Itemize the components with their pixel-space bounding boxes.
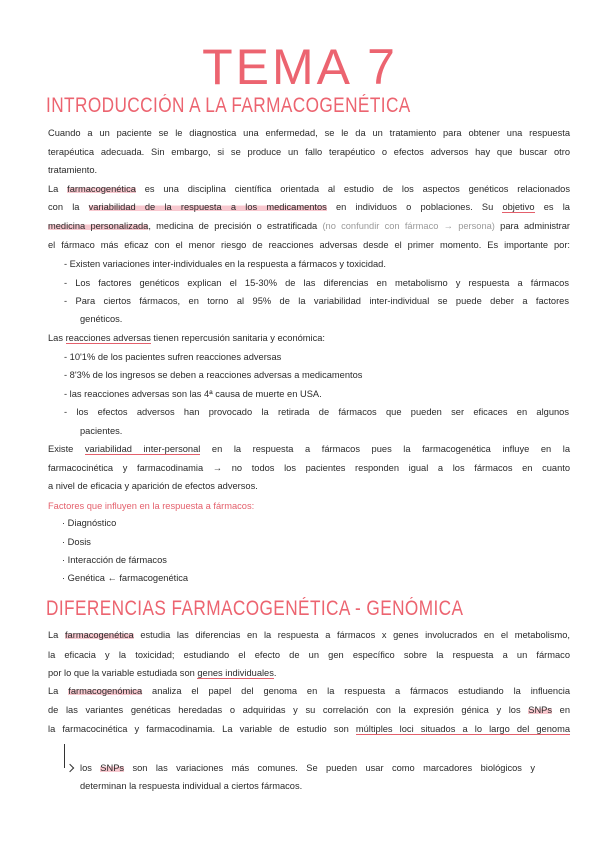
- underlined-term: objetivo: [502, 202, 535, 212]
- text-segment: · Interacción de fármacos: [62, 555, 167, 565]
- text-line: [64, 369, 362, 382]
- text-segment: La: [48, 630, 65, 640]
- text-segment: genéticos.: [80, 314, 123, 324]
- text-segment: en individuos o poblaciones. Su: [326, 202, 503, 212]
- highlighted-term: SNPs: [100, 763, 125, 773]
- text-line: [48, 704, 570, 717]
- text-segment: analiza el papel del genoma en la respuesta a fármacos estudiando la influencia: [142, 686, 570, 696]
- text-segment: por lo que la variable estudiada son: [48, 668, 198, 678]
- text-segment: La: [48, 184, 68, 194]
- text-segment: en: [552, 705, 570, 715]
- text-segment: son las variaciones más comunes. Se pueden usar como marcadores biológicos y: [124, 763, 535, 773]
- text-segment: los: [80, 763, 101, 773]
- text-line: [48, 500, 254, 513]
- underlined-term: reacciones adversas: [65, 333, 151, 343]
- text-line: [62, 572, 188, 585]
- highlighted-term: medicina personalizada: [48, 221, 149, 231]
- text-line: [64, 351, 281, 364]
- text-segment: tratamiento.: [48, 165, 98, 175]
- text-line: [48, 462, 570, 475]
- text-line: [62, 517, 116, 530]
- text-line: [48, 239, 570, 252]
- text-line: [48, 164, 97, 177]
- text-line: [48, 649, 570, 662]
- text-line: [64, 406, 569, 419]
- text-line: [80, 780, 302, 793]
- text-line: [48, 332, 325, 345]
- text-line: [64, 295, 569, 308]
- text-segment: - los efectos adversos han provocado la retirada de fármacos que pueden ser eficaces en algunos: [64, 407, 569, 417]
- text-line: [48, 201, 570, 214]
- text-line: [48, 183, 570, 196]
- text-line: [80, 425, 122, 438]
- text-line: [64, 277, 569, 290]
- text-segment: - las reacciones adversas son las 4ª causa de muerte en USA.: [64, 389, 322, 399]
- text-segment: , medicina de precisión o estratificada: [148, 221, 323, 231]
- text-segment: · Dosis: [62, 537, 91, 547]
- text-segment: - Los factores genéticos explican el 15-30% de las diferencias en metabolismo y respuesta a fármacos: [64, 278, 569, 288]
- text-segment: · Diagnóstico: [62, 518, 117, 528]
- underlined-term: variabilidad inter-personal: [84, 444, 201, 454]
- text-line: [48, 480, 258, 493]
- text-segment: el fármaco más eficaz con el menor riesgo de reacciones adversas desde el primer momento. Es importante por:: [48, 240, 570, 250]
- text-segment: de las variantes genéticas heredadas o adquiridas y su correlación con la expresión génica y los: [48, 705, 529, 715]
- underlined-term: genes individuales: [197, 668, 274, 678]
- text-segment: farmacocinética y farmacodinamia → no todos los pacientes responden igual a los fármacos en cuanto: [48, 463, 570, 473]
- text-line: [48, 220, 570, 233]
- text-line: [80, 313, 122, 326]
- text-segment: - 10'1% de los pacientes sufren reacciones adversas: [64, 352, 282, 362]
- text-segment: Cuando a un paciente se le diagnostica una enfermedad, se le da un tratamiento para obtener una respuesta: [48, 128, 570, 138]
- text-segment: - Existen variaciones inter-individuales en la respuesta a fármacos y toxicidad.: [64, 259, 386, 269]
- arrow-icon: [64, 744, 77, 768]
- text-segment: la eficacia y la toxicidad; estudiando el efecto de un gen específico sobre la respuesta a un fármaco: [48, 650, 570, 660]
- text-line: [80, 762, 535, 775]
- text-segment: es la: [534, 202, 570, 212]
- highlighted-term: farmacogenética: [64, 630, 134, 640]
- text-segment: Las: [48, 333, 66, 343]
- text-line: [62, 554, 167, 567]
- text-segment: la farmacocinética y farmacodinamia. La variable de estudio son: [48, 724, 356, 734]
- text-segment: - Para ciertos fármacos, en torno al 95% de la variabilidad inter-individual se puede deber a factores: [64, 296, 569, 306]
- text-line: [48, 443, 570, 456]
- text-line: [62, 536, 91, 549]
- red-subheading: Factores que influyen en la respuesta a fármacos:: [48, 501, 255, 511]
- highlighted-term: SNPs: [528, 705, 553, 715]
- text-line: [48, 629, 570, 642]
- text-segment: estudia las diferencias en la respuesta a fármacos x genes involucrados en el metabolismo,: [133, 630, 570, 640]
- text-segment: .: [273, 668, 277, 678]
- section-heading-diferencias: DIFERENCIAS FARMACOGENÉTICA - GENÓMICA: [46, 597, 464, 620]
- text-segment: - 8'3% de los ingresos se deben a reacciones adversas a medicamentos: [64, 370, 363, 380]
- highlighted-term: farmacogenómica: [68, 686, 143, 696]
- section-heading-introduccion: INTRODUCCIÓN A LA FARMACOGENÉTICA: [46, 94, 411, 117]
- underlined-term: múltiples loci situados a lo largo del genoma: [355, 724, 570, 734]
- page-title: TEMA 7: [202, 39, 398, 95]
- highlighted-term: variabilidad de la respuesta a los medicamentos: [88, 202, 327, 212]
- text-segment: pacientes.: [80, 426, 123, 436]
- text-line: [48, 685, 570, 698]
- text-segment: tienen repercusión sanitaria y económica:: [150, 333, 325, 343]
- text-segment: para administrar: [494, 221, 570, 231]
- text-line: [48, 667, 276, 680]
- text-segment: Existe: [48, 444, 85, 454]
- text-segment: determinan la respuesta individual a ciertos fármacos.: [80, 781, 303, 791]
- text-segment: La: [48, 686, 69, 696]
- text-segment: a nivel de eficacia y aparición de efectos adversos.: [48, 481, 258, 491]
- text-segment: es una disciplina científica orientada al estudio de los aspectos genéticos relacionados: [135, 184, 570, 194]
- text-line: [48, 723, 570, 736]
- text-line: [48, 146, 570, 159]
- text-segment: con la: [48, 202, 89, 212]
- gray-note: (no confundir con fármaco → persona): [322, 221, 495, 231]
- highlighted-term: farmacogenética: [67, 184, 136, 194]
- text-line: [64, 258, 386, 271]
- text-line: [48, 127, 570, 140]
- text-segment: terapéutica adecuada. Sin embargo, si se produce un fallo terapéutico o efectos adversos hay que buscar otro: [48, 147, 570, 157]
- text-segment: en la respuesta a fármacos pues la farmacogenética influye en la: [200, 444, 570, 454]
- text-segment: · Genética ← farmacogenética: [62, 573, 189, 583]
- text-line: [64, 388, 322, 401]
